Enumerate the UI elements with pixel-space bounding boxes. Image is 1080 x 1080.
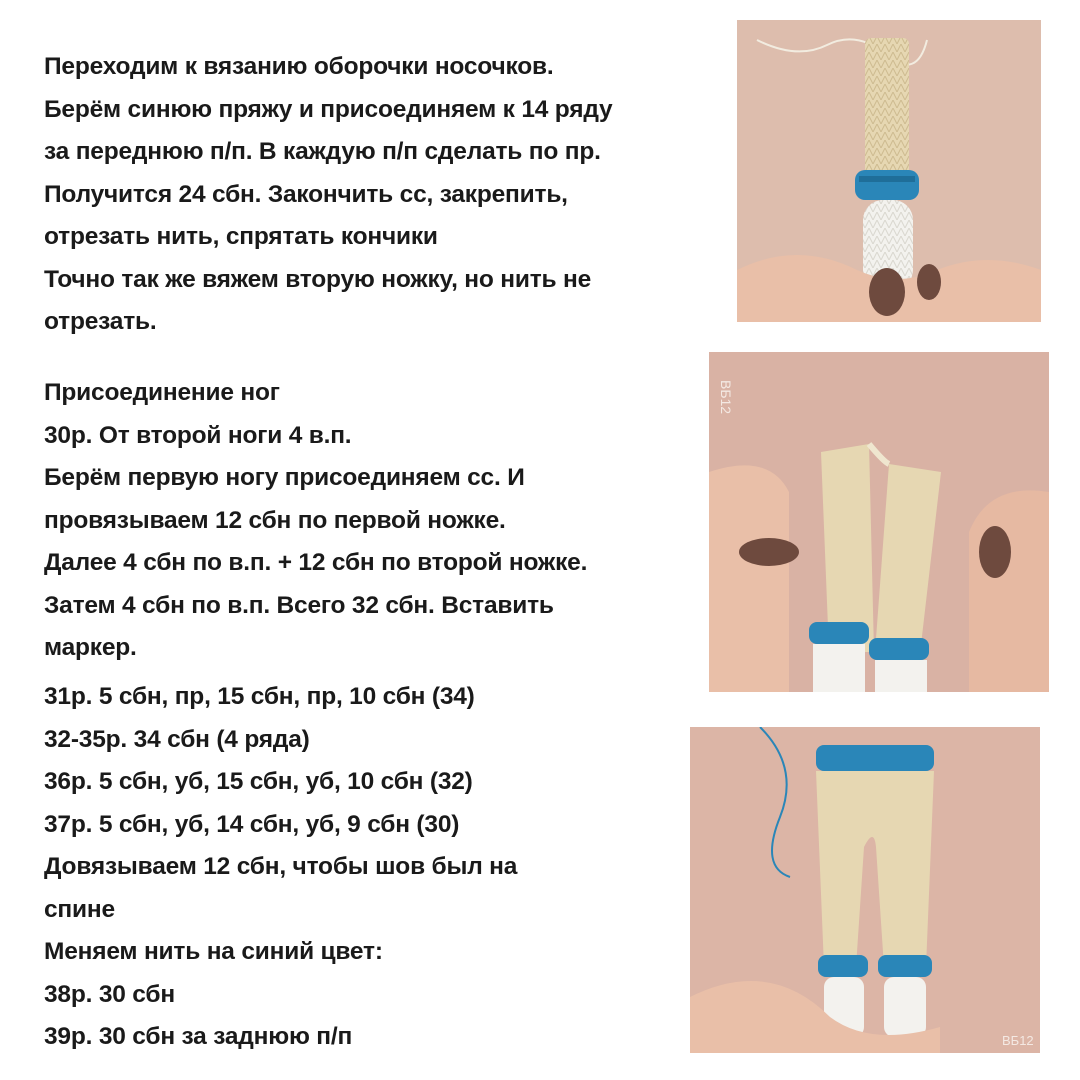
instruction-block-join-legs (44, 372, 587, 670)
text-line: 30р. От второй ноги 4 в.п. (44, 421, 352, 449)
text-line: 39р. 30 сбн за заднюю п/п (44, 1023, 353, 1050)
text-line: Точно так же вяжем вторую ножку, но нить не (44, 265, 592, 293)
waistband-legs-illustration (690, 727, 1040, 1053)
text-line: спине (44, 895, 115, 923)
text-line: маркер. (44, 634, 137, 661)
text-line: Берём первую ногу присоединяем сс. И (44, 464, 525, 491)
photo-joined-legs (709, 352, 1049, 692)
text-line: Меняем нить на синий цвет: (44, 938, 383, 965)
text-line: Довязываем 12 сбн, чтобы шов был на (44, 853, 518, 880)
text-line: 36р. 5 сбн, уб, 15 сбн, уб, 10 сбн (32) (44, 768, 473, 795)
text-line: Берём синюю пряжу и присоединяем к 14 ряду (44, 95, 613, 123)
text-line: 31р. 5 сбн, пр, 15 сбн, пр, 10 сбн (34) (44, 683, 475, 710)
text-line: за переднюю п/п. В каждую п/п сделать по пр. (44, 138, 601, 165)
text-line: Затем 4 сбн по в.п. Всего 32 сбн. Вставить (44, 591, 554, 619)
text-line: Получится 24 сбн. Закончить сс, закрепить, (44, 180, 568, 208)
section-heading: Присоединение ног (44, 379, 280, 406)
watermark: ВБ12 (1002, 1033, 1034, 1048)
text-line: Переходим к вязанию оборочки носочков. (44, 53, 554, 80)
text-line: отрезать. (44, 308, 157, 335)
text-line: отрезать нить, спрятать кончики (44, 223, 438, 250)
instruction-block-rows (44, 676, 517, 1059)
text-line: 37р. 5 сбн, уб, 14 сбн, уб, 9 сбн (30) (44, 810, 460, 838)
joined-legs-illustration (709, 352, 1049, 692)
instruction-block-socks (44, 46, 612, 344)
photo-leg-with-ruffle (737, 20, 1041, 322)
text-line: 32-35р. 34 сбн (4 ряда) (44, 725, 310, 753)
watermark: ВБ12 (718, 380, 734, 415)
text-line: 38р. 30 сбн (44, 980, 175, 1008)
text-line: Далее 4 сбн по в.п. + 12 сбн по второй ножке. (44, 549, 588, 576)
photo-legs-with-waistband (690, 727, 1040, 1053)
crochet-leg-illustration (737, 20, 1041, 322)
text-line: провязываем 12 сбн по первой ножке. (44, 506, 506, 534)
